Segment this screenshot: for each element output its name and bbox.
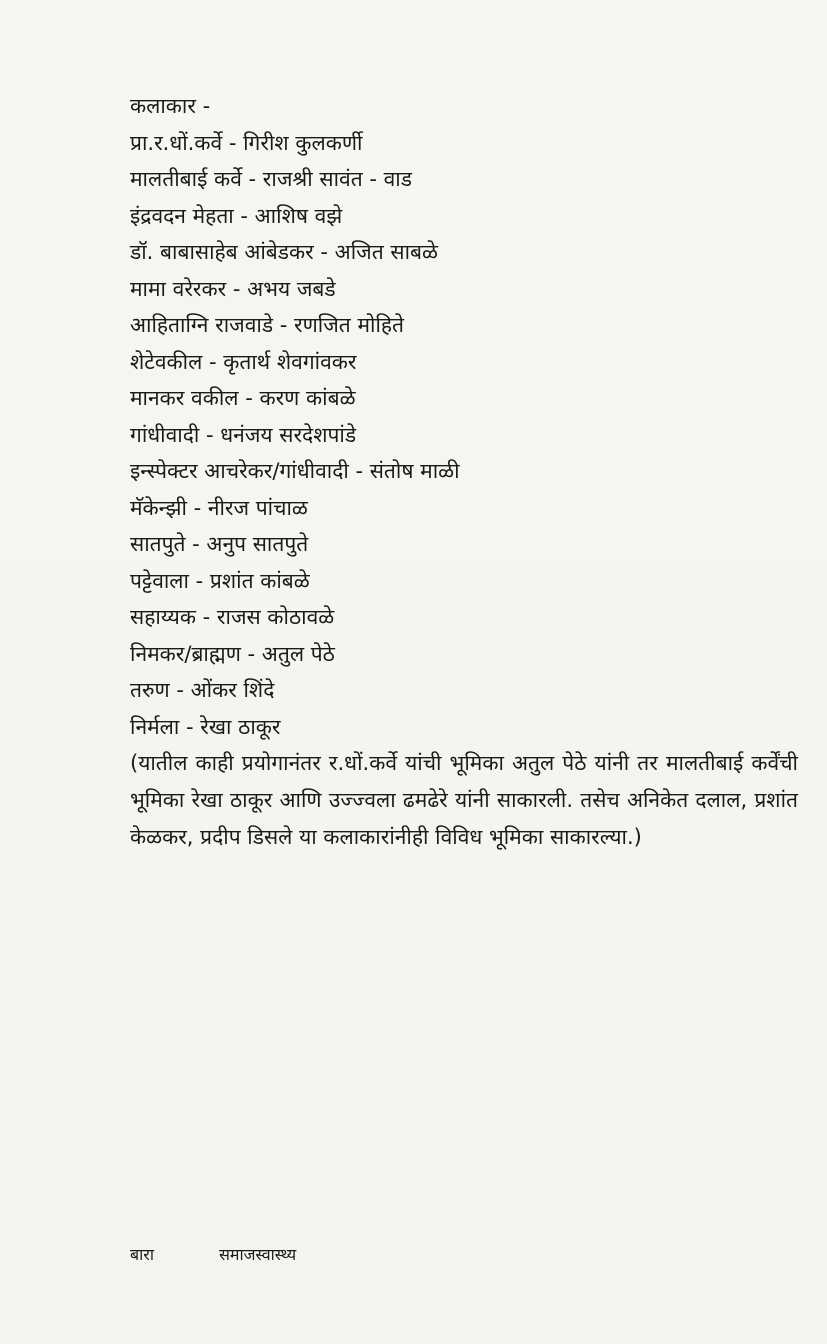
- cast-entry: इंद्रवदन मेहता - आशिष वझे: [130, 203, 343, 228]
- cast-list: [130, 125, 800, 746]
- cast-entry: सातपुते - अनुप सातपुते: [130, 532, 309, 556]
- publication-name: समाजस्वास्थ्य: [219, 1245, 297, 1264]
- cast-entry: मालतीबाई कर्वे - राजश्री सावंत - वाड: [130, 167, 412, 191]
- cast-entry: मॅकेन्झी - नीरज पांचाळ: [130, 495, 308, 520]
- cast-heading: कलाकार -: [130, 94, 211, 118]
- page-number: बारा: [130, 1245, 154, 1264]
- cast-entry: आहिताग्नि राजवाडे - रणजित मोहिते: [130, 313, 405, 337]
- cast-entry: सहाय्यक - राजस कोठावळे: [130, 605, 335, 629]
- cast-entry: गांधीवादी - धनंजय सरदेशपांडे: [130, 422, 357, 447]
- page-content: [130, 88, 800, 877]
- cast-entry: डॉ. बाबासाहेब आंबेडकर - अजित साबळे: [130, 240, 438, 264]
- cast-entry: पट्टेवाला - प्रशांत कांबळे: [130, 568, 310, 593]
- cast-entry: शेटेवकील - कृतार्थ शेवगांवकर: [130, 349, 357, 374]
- cast-entry: इन्स्पेक्टर आचरेकर/गांधीवादी - संतोष माळी: [130, 459, 460, 483]
- page-footer: [130, 1243, 296, 1265]
- cast-entry: मानकर वकील - करण कांबळे: [130, 386, 356, 410]
- cast-entry: तरुण - ओंकर शिंदे: [130, 678, 275, 702]
- cast-entry: प्रा.र.धों.कर्वे - गिरीश कुलकर्णी: [130, 130, 363, 155]
- cast-entry: मामा वरेरकर - अभय जबडे: [130, 276, 336, 301]
- cast-entry: निर्मला - रेखा ठाकूर: [130, 714, 281, 739]
- cast-note-paragraph: (यातील काही प्रयोगानंतर र.धों.कर्वे यांची भूमिका अतुल पेठे यांनी तर मालतीबाई कर्वेंची भूमिका रेखा ठाकूर आणि उज्ज्वला ढमढेरे यांनी साकारली. तसेच अनिकेत दलाल, प्रशांत केळकर, प्रदीप डिसले या कलाकारांनीही विविध भूमिका साकारल्या.): [130, 751, 798, 849]
- cast-entry: निमकर/ब्राह्मण - अतुल पेठे: [130, 641, 335, 666]
